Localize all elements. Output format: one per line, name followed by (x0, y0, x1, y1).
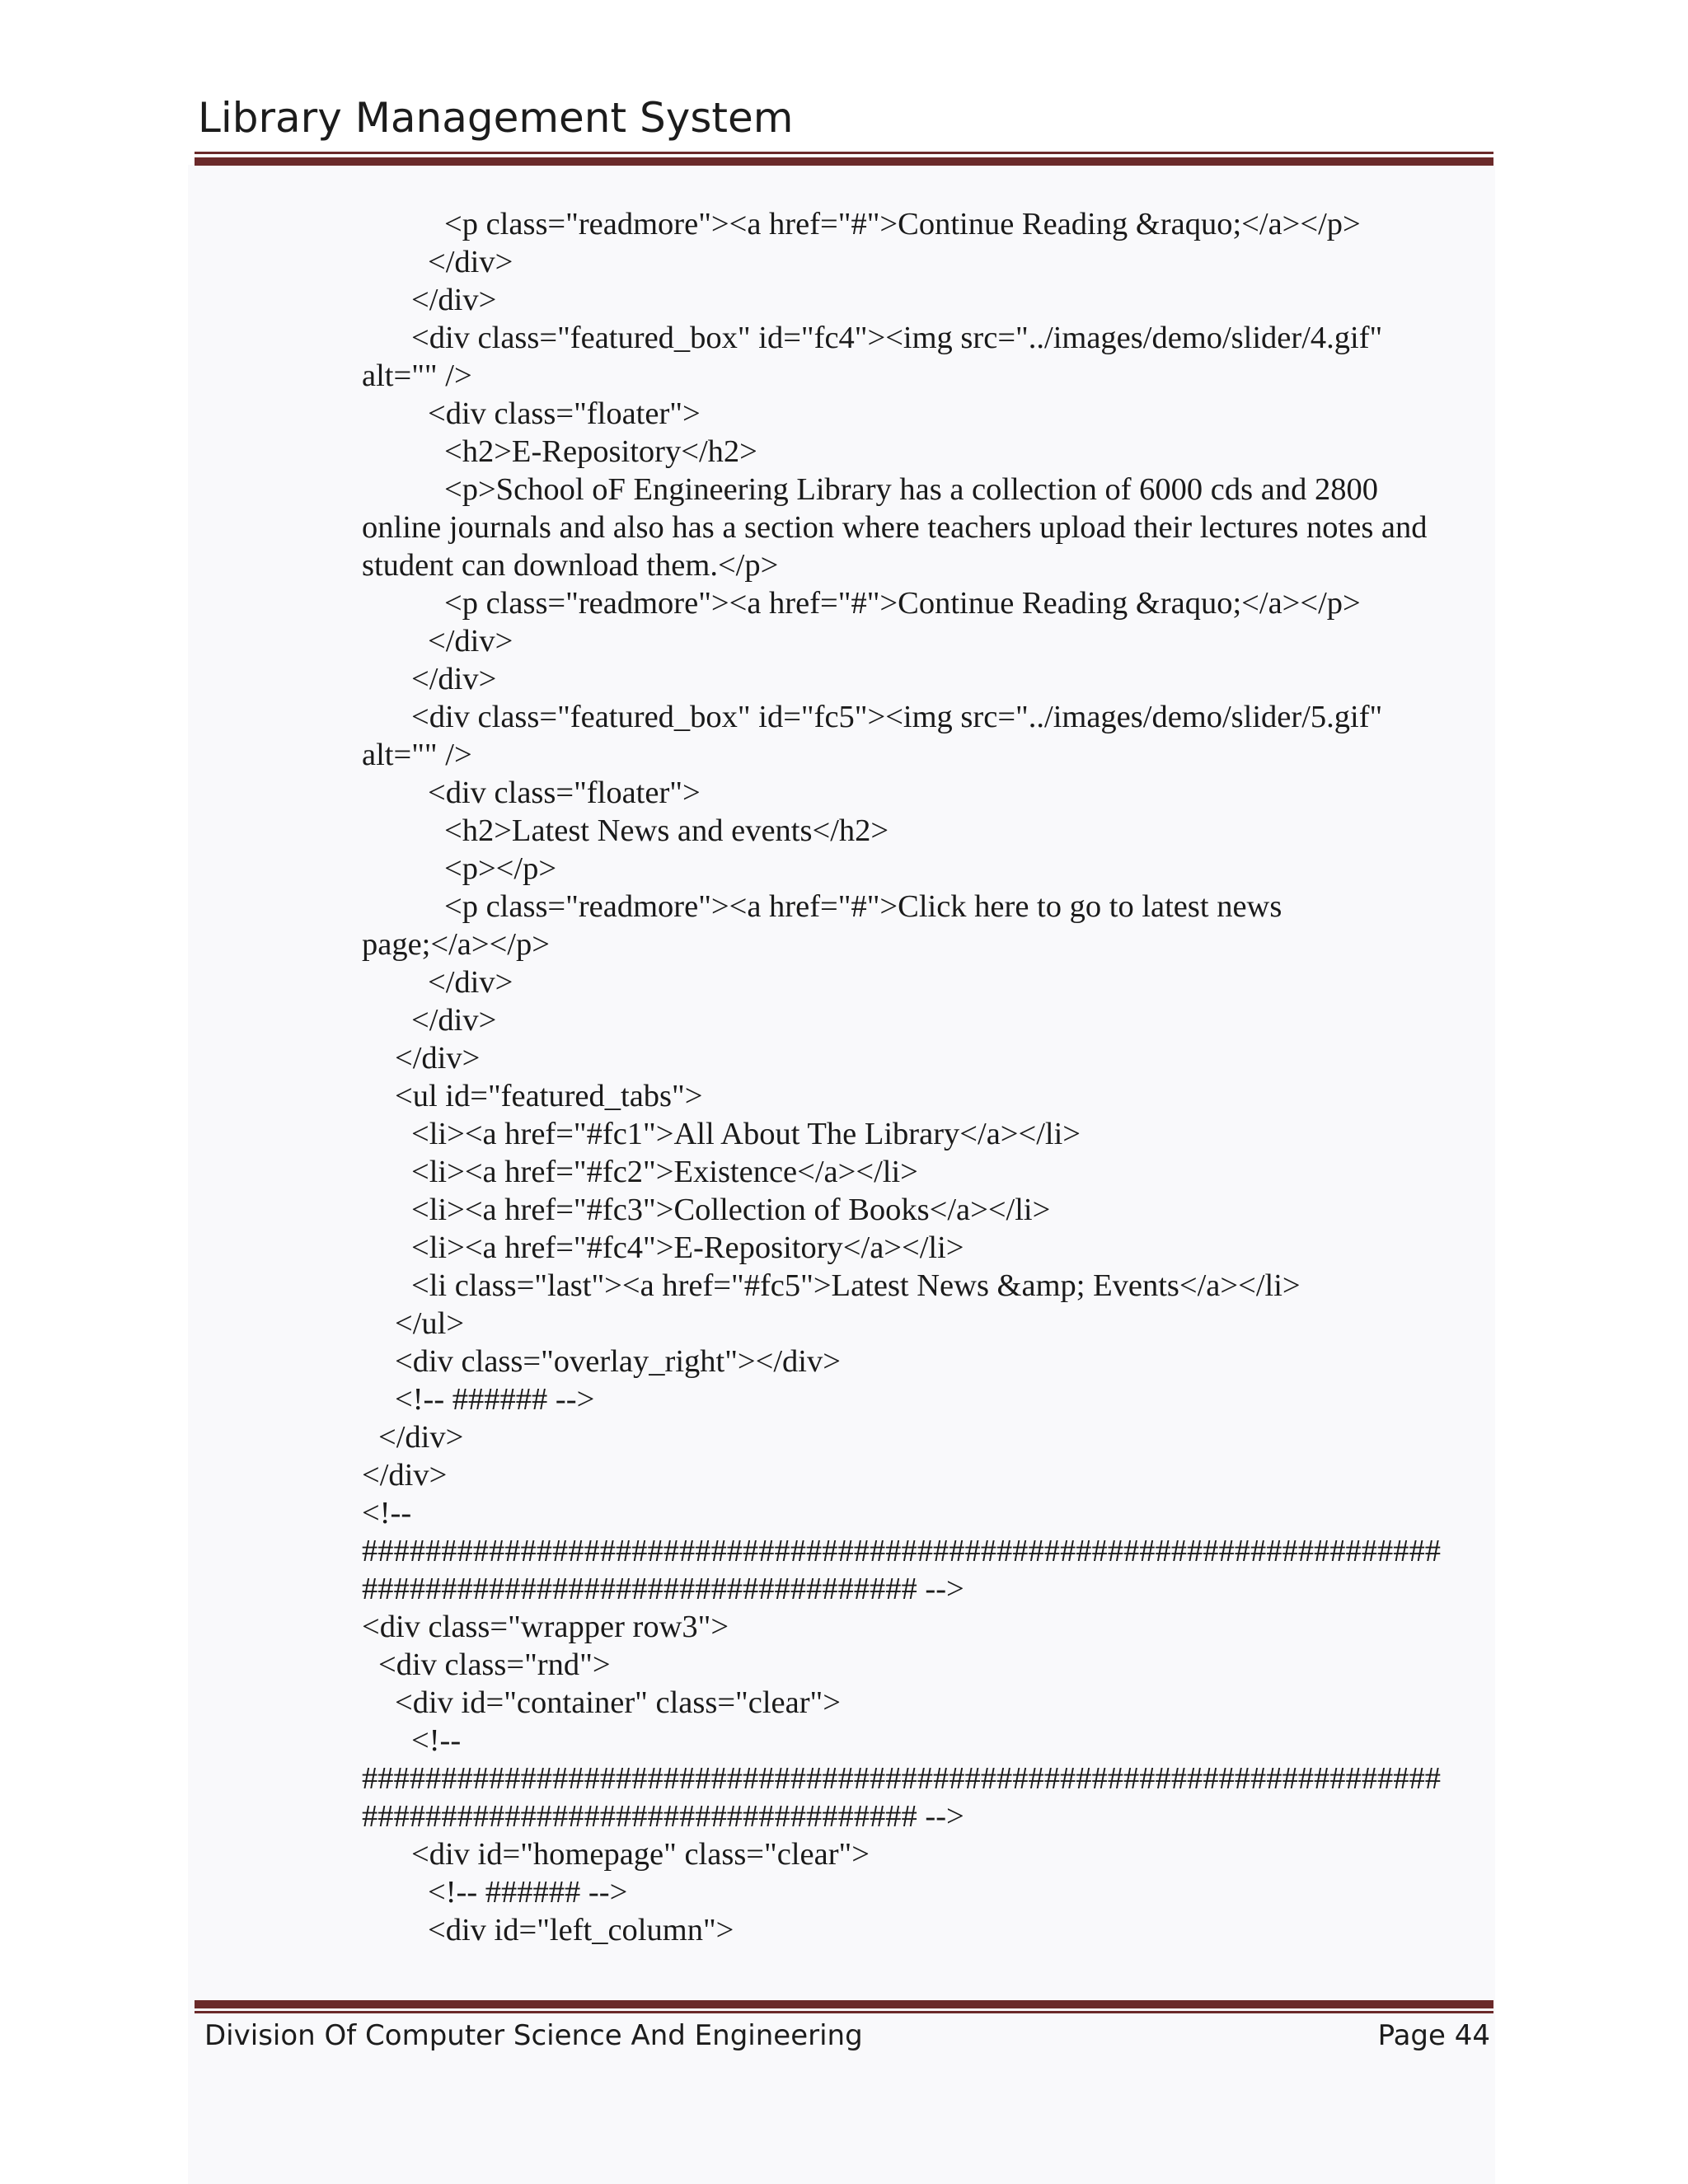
code-line: <li><a href="#fc4">E-Repository</a></li> (411, 1230, 964, 1265)
header-rule-thick (195, 157, 1493, 166)
code-line: ################################### --> (362, 1572, 964, 1606)
code-line: #################################################################### (362, 1534, 1441, 1568)
code-line: <div class="overlay_right"></div> (395, 1344, 841, 1379)
footer-division: Division Of Computer Science And Engineering (204, 2019, 863, 2052)
code-line: <div class="floater"> (428, 776, 701, 810)
code-line: <!-- ###### --> (395, 1382, 595, 1417)
code-line: </div> (411, 283, 497, 317)
code-line: <div id="left_column"> (428, 1913, 734, 1947)
code-line: </div> (378, 1420, 464, 1455)
code-line: <p></p> (444, 851, 557, 886)
code-line: </div> (362, 1458, 448, 1493)
code-line: <p class="readmore"><a href="#">Click here to go to latest news (444, 889, 1282, 924)
code-line: <h2>E-Repository</h2> (444, 434, 757, 469)
code-line: <!-- ###### --> (428, 1875, 628, 1910)
code-line: </div> (395, 1041, 481, 1076)
code-line: <!-- (411, 1723, 462, 1758)
code-line: online journals and also has a section where teachers upload their lectures notes and (362, 510, 1428, 545)
code-line: alt="" /> (362, 738, 472, 772)
footer-rule-thick (195, 2000, 1493, 2008)
code-line: <li class="last"><a href="#fc5">Latest News &amp; Events</a></li> (411, 1268, 1301, 1303)
code-line: <li><a href="#fc1">All About The Library</a></li> (411, 1117, 1081, 1151)
code-line: page;</a></p> (362, 927, 550, 962)
code-line: <ul id="featured_tabs"> (395, 1079, 703, 1113)
code-line: <p class="readmore"><a href="#">Continue Reading &raquo;</a></p> (444, 207, 1361, 241)
code-line: <p>School oF Engineering Library has a collection of 6000 cds and 2800 (444, 472, 1378, 507)
code-line: </div> (411, 1003, 497, 1038)
code-line: </div> (428, 624, 513, 658)
code-line: </div> (411, 662, 497, 696)
code-line: </ul> (395, 1306, 465, 1341)
code-line: <!-- (362, 1496, 412, 1530)
code-line: alt="" /> (362, 359, 472, 393)
code-line: <div id="homepage" class="clear"> (411, 1837, 870, 1872)
code-line: </div> (428, 965, 513, 1000)
code-line: student can download them.</p> (362, 548, 779, 583)
code-line: ################################### --> (362, 1799, 964, 1834)
code-line: </div> (428, 245, 513, 279)
code-line: <li><a href="#fc3">Collection of Books</a></li> (411, 1193, 1051, 1227)
code-line: <li><a href="#fc2">Existence</a></li> (411, 1155, 918, 1189)
code-line: <div class="wrapper row3"> (362, 1610, 729, 1644)
page-header-title: Library Management System (198, 94, 794, 142)
footer-page-number: Page 44 (1377, 2019, 1490, 2052)
code-line: <div class="rnd"> (378, 1647, 611, 1682)
footer-rule-thin (195, 2011, 1493, 2013)
code-line: <div id="container" class="clear"> (395, 1685, 841, 1720)
code-line: <p class="readmore"><a href="#">Continue Reading &raquo;</a></p> (444, 586, 1361, 621)
code-line: <h2>Latest News and events</h2> (444, 813, 889, 848)
code-line: #################################################################### (362, 1761, 1441, 1796)
code-line: <div class="featured_box" id="fc4"><img src="../images/demo/slider/4.gif" (411, 321, 1383, 355)
header-rule-thin (195, 152, 1493, 154)
code-line: <div class="floater"> (428, 396, 701, 431)
code-line: <div class="featured_box" id="fc5"><img src="../images/demo/slider/5.gif" (411, 700, 1383, 734)
